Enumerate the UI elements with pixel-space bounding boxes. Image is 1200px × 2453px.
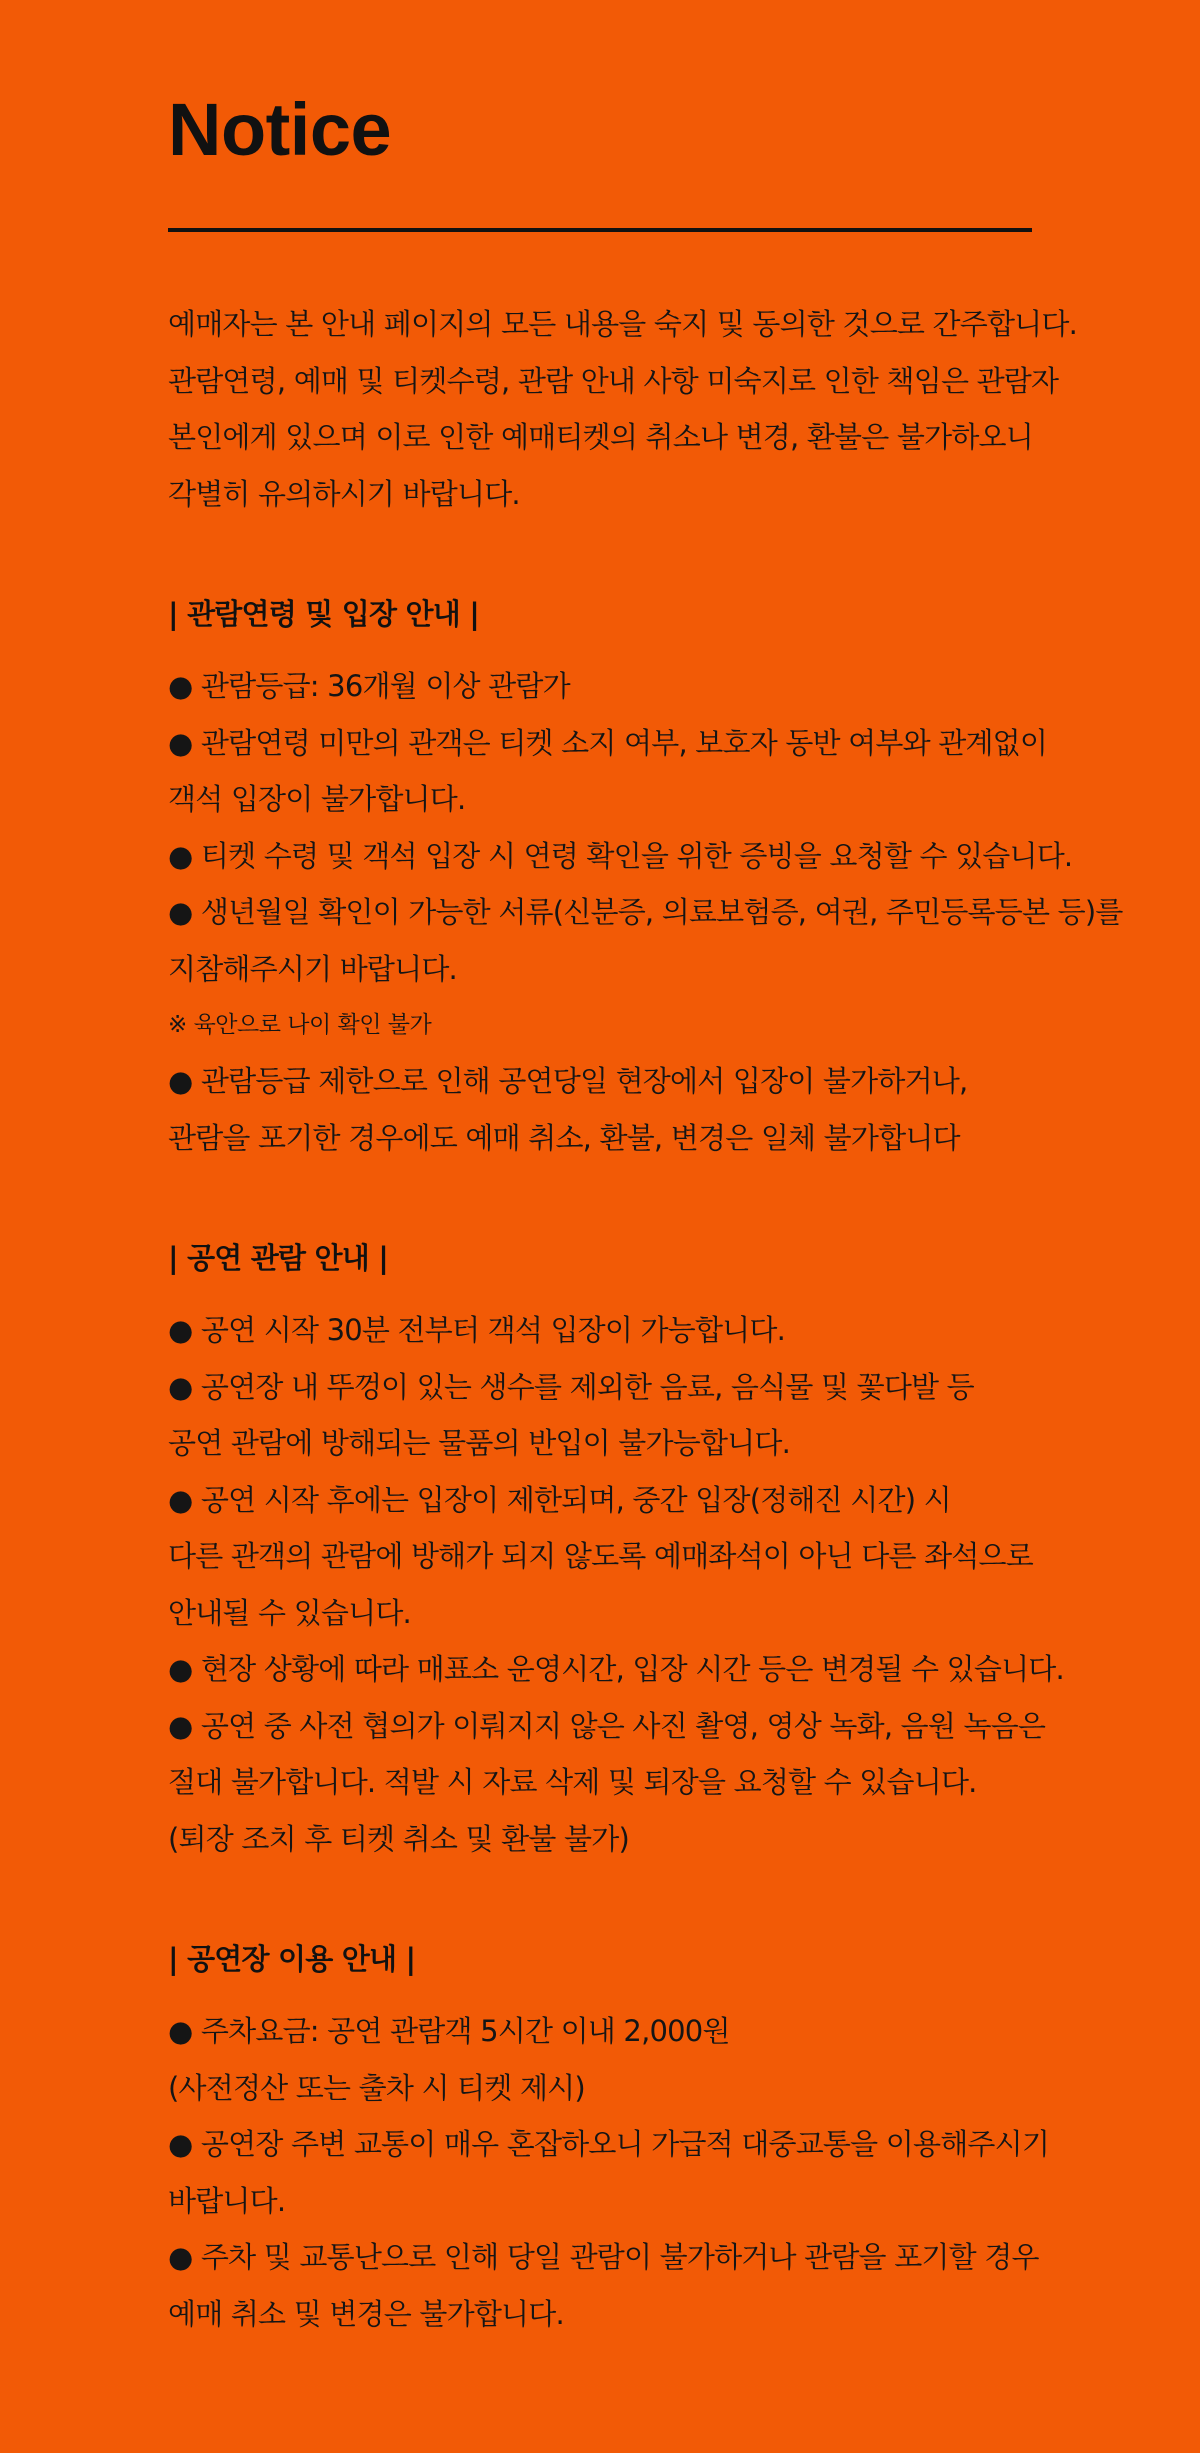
section-line: ● 주차 및 교통난으로 인해 당일 관람이 불가하거나 관람을 포기할 경우 [168, 2240, 1039, 2274]
intro-paragraph [168, 296, 1088, 522]
notice-title: Notice [168, 88, 392, 171]
section-heading: | 공연 관람 안내 | [168, 1241, 389, 1275]
section-line: ● 티켓 수령 및 객석 입장 시 연령 확인을 위한 증빙을 요청할 수 있습니다. [168, 838, 1073, 873]
section-line: ● 관람연령 미만의 관객은 티켓 소지 여부, 보호자 동반 여부와 관계없이 [168, 725, 1048, 760]
section-line: ● 공연장 내 뚜껑이 있는 생수를 제외한 음료, 음식물 및 꽃다발 등 [168, 1369, 974, 1404]
section-line: (퇴장 조치 후 티켓 취소 및 환불 불가) [168, 1821, 629, 1856]
section-line: 공연 관람에 방해되는 물품의 반입이 불가능합니다. [168, 1426, 791, 1460]
section-body [168, 658, 1200, 1166]
section-line: ● 주차요금: 공연 관람객 5시간 이내 2,000원 [168, 2014, 730, 2048]
section-age-entry [168, 586, 1200, 1166]
section-venue [168, 1931, 1200, 2342]
title-divider [168, 228, 1032, 232]
section-line: 바랍니다. [168, 2183, 286, 2218]
section-body [168, 2003, 1200, 2342]
intro-line: 본인에게 있으며 이로 인한 예매티켓의 취소나 변경, 환불은 불가하오니 [168, 420, 1033, 454]
section-line: ● 공연 시작 30분 전부터 객석 입장이 가능합니다. [168, 1313, 786, 1347]
section-line: ● 관람등급 제한으로 인해 공연당일 현장에서 입장이 불가하거나, [168, 1064, 968, 1098]
section-line: 지참해주시기 바랍니다. [168, 951, 457, 986]
section-line: ● 현장 상황에 따라 매표소 운영시간, 입장 시간 등은 변경될 수 있습니다. [168, 1652, 1064, 1686]
intro-line: 관람연령, 예매 및 티켓수령, 관람 안내 사항 미숙지로 인한 책임은 관람자 [168, 363, 1059, 398]
section-line: ● 생년월일 확인이 가능한 서류(신분증, 의료보험증, 여권, 주민등록등본 등)를 [168, 895, 1123, 929]
section-line: 안내될 수 있습니다. [168, 1595, 411, 1630]
section-line: 절대 불가합니다. 적발 시 자료 삭제 및 퇴장을 요청할 수 있습니다. [168, 1765, 977, 1799]
section-heading: | 공연장 이용 안내 | [168, 1942, 416, 1976]
intro-line: 각별히 유의하시기 바랍니다. [168, 476, 520, 511]
section-line: (사전정산 또는 출차 시 티켓 제시) [168, 2070, 585, 2105]
section-heading: | 관람연령 및 입장 안내 | [168, 597, 479, 631]
section-body [168, 1302, 1200, 1867]
section-line: 객석 입장이 불가합니다. [168, 782, 466, 816]
section-note: ※ 육안으로 나이 확인 불가 [168, 1012, 432, 1038]
section-performance [168, 1230, 1200, 1867]
section-line: ● 공연 시작 후에는 입장이 제한되며, 중간 입장(정해진 시간) 시 [168, 1482, 951, 1517]
section-line: 다른 관객의 관람에 방해가 되지 않도록 예매좌석이 아닌 다른 좌석으로 [168, 1539, 1033, 1573]
section-line: ● 공연장 주변 교통이 매우 혼잡하오니 가급적 대중교통을 이용해주시기 [168, 2127, 1050, 2161]
section-line: ● 공연 중 사전 협의가 이뤄지지 않은 사진 촬영, 영상 녹화, 음원 녹음은 [168, 1708, 1046, 1743]
section-line: 관람을 포기한 경우에도 예매 취소, 환불, 변경은 일체 불가합니다 [168, 1120, 960, 1155]
intro-line: 예매자는 본 안내 페이지의 모든 내용을 숙지 및 동의한 것으로 간주합니다. [168, 307, 1078, 341]
section-line: ● 관람등급: 36개월 이상 관람가 [168, 669, 570, 703]
section-line: 예매 취소 및 변경은 불가합니다. [168, 2296, 564, 2331]
